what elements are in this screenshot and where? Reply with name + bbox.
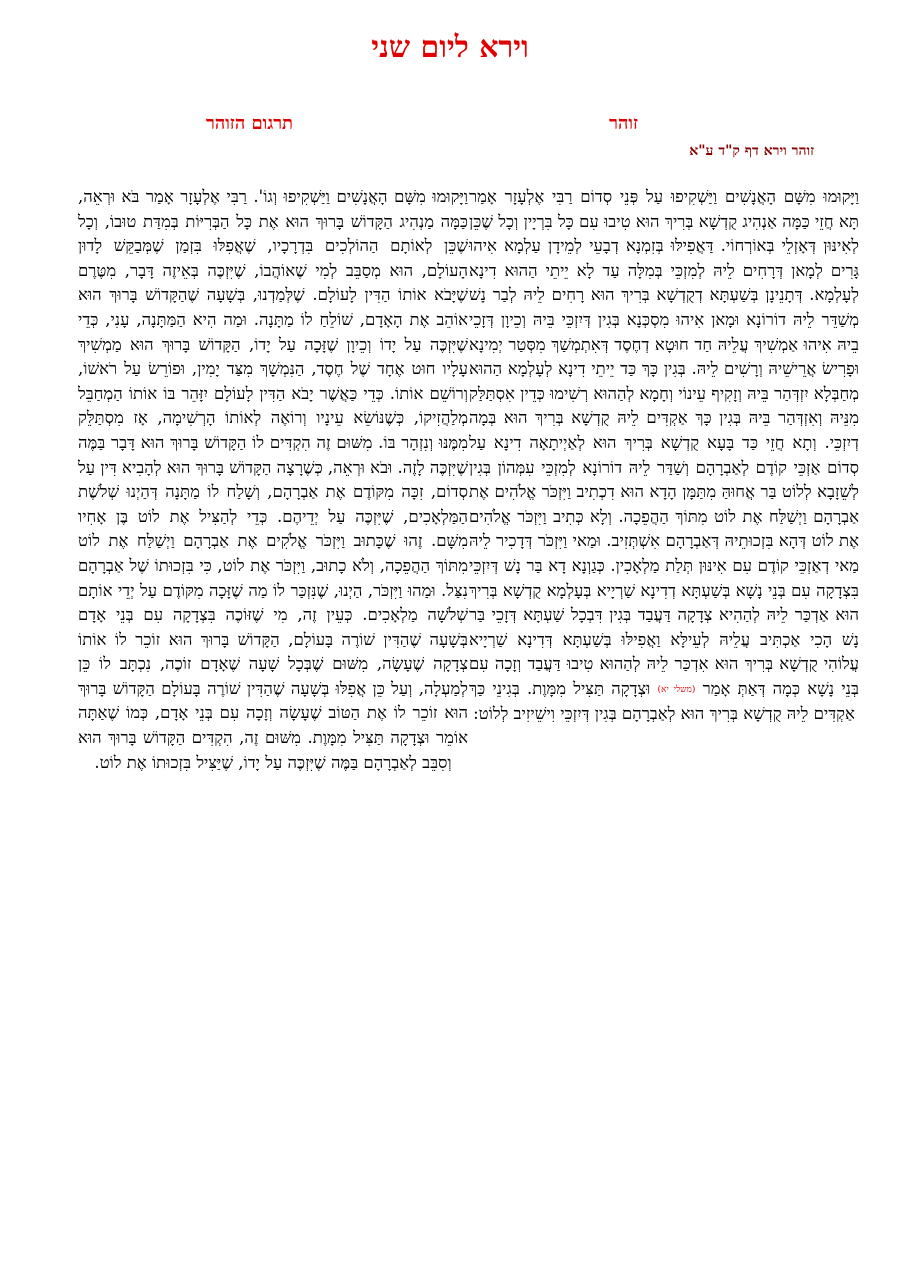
translation-paragraph: וַיָּקוּמוּ מִשָּׁם הָאֲנָשִׁים וַיַּשְׁקִיפוּ וְגוֹ'. רַבִּי אֶלְעָזָר אָמַר בֹּא וּרְאֵה, כַּמָּה מַנְהִיג הַקָּדוֹשׁ בָּרוּךְ הוּא אֶת כָּל הַבְּרִיּוֹת בְּמִדַּת טוּבוֹ, וְכָל שֶׁכֵּן לְאוֹתָם הַהוֹלְכִים בִּדְרָכָיו, שֶׁאֲפִלּוּ בִּזְמַן שֶׁמְּבַקֵּשׁ לָדוּן הָעוֹלָם, הוּא מְסַבֵּב לְמִי שֶׁאוֹהֲבוֹ, שֶׁיִּזְכֶּה בְּאֵיזֶה דָּבָר, מִטֶּרֶם שֶׁיָּבֹא אוֹתוֹ הַדִּין לָעוֹלָם. שֶׁלְּמַדְנוּ, בְּשָׁעָה שֶׁהַקָּדוֹשׁ בָּרוּךְ הוּא אוֹהֵב אֶת הָאָדָם, שׁוֹלֵחַ לוֹ מַתָּנָה. וּמַה הִיא הַמַּתָּנָה, עָנִי, כְּדֵי שֶׁיִּזְכֶּה עַל יָדוֹ וְכֵיוָן שֶׁזָּכָה עַל יָדוֹ, הַקָּדוֹשׁ בָּרוּךְ הוּא מַמְשִׁיךְ עָלָיו חוּט אֶחָד שֶׁל חֶסֶד, הַנִּמְשָׁךְ מִצַּד יָמִין, וּפוֹרֵשׂ עַל רֹאשׁוֹ, וְרוֹשֵׁם אוֹתוֹ. כְּדֵי כַּאֲשֶׁר יָבֹא הַדִּין לָעוֹלָם יִזָּהֵר בּוֹ אוֹתוֹ הַמְחַבֵּל מְלַהֲזִיקוֹ, כְּשֶׁנּוֹשֵׂא עֵינָיו וְרוֹאֶה לְאוֹתוֹ הָרְשִׁימָה, אָז מִסְתַּלֵּק מִמֶּנּוּ וְנִזְהָר בּוֹ. מִשּׁוּם זֶה הִקְדִּים לוֹ הַקָּדוֹשׁ בָּרוּךְ הוּא דָּבָר בַּמֶּה שֶׁיִּזְכֶּה לָזֶה. וּבֹא וּרְאֵה, כְּשֶׁרָצָה הַקָּדוֹשׁ בָּרוּךְ הוּא לְהָבִיא דִּין עַל סְדוֹם, זִכָּה מִקּוֹדֶם אֶת אַבְרָהָם, וְשָׁלַח לוֹ מַתָּנָה דְּהַיְנוּ שְׁלֹשֶׁת הַמַּלְאָכִים, שֶׁיִּזְכֶּה עַל יְדֵיהֶם. כְּדֵי לְהַצִּיל אֶת לוֹט בֶּן אָחִיו מִשָּׁם. זֶהוּ שֶׁכָּתוּב וַיִּזְכֹּר אֱלֹקִים אֶת אַבְרָהָם וַיְשַׁלַּח אֶת לוֹט מִתּוֹךְ הַהֲפֵכָה, וְלֹא כָתוּב, וַיִּזְכֹּר אֶת לוֹט, כִּי בִּזְכוּתוֹ שֶׁל אַבְרָהָם נִצַּל. וּמַהוּ וַיִּזְכֹּר, הַיְנוּ, שֶׁנִּזְכַּר לוֹ מַה שֶׁזָּכָה מִקּוֹדֶם עַל יְדֵי אוֹתָם שְׁלֹשָׁה מַלְאָכִים. כְּעֵין זֶה, מִי שֶׁזּוֹכֶה בִּצְדָקָה עִם בְּנֵי אָדָם בְּשָׁעָה שֶׁהַדִּין שׁוֹרֶה בָּעוֹלָם, הַקָּדוֹשׁ בָּרוּךְ הוּא זוֹכֵר לוֹ אוֹתוֹ צְדָקָה שֶׁעָשָׂה, מִשּׁוּם שֶׁבְּכָל שָׁעָה שֶׁאָדָם זוֹכֶה, נִכְתָּב לוֹ כֵּן לְמַעְלָה, וְעַל כֵּן אֲפִלּוּ בְּשָׁעָה שֶׁהַדִּין שׁוֹרֶה בָּעוֹלָם הַקָּדוֹשׁ בָּרוּךְ הוּא זוֹכֵר לוֹ אֶת הַטּוֹב שֶׁעָשָׂה וְזָכָה עִם בְּנֵי אָדָם, כְּמוֹ שֶׁאַתָּה אוֹמֵר וּצְדָקָה תַּצִּיל מִמָּוֶת. מִשּׁוּם זֶה, הִקְדִּים הַקָּדוֹשׁ בָּרוּךְ הוּא וְסִבֵּב לְאַבְרָהָם בַּמֶּה שֶׁיִּזְכֶּה עַל יָדוֹ, שֶׁיַּצִּיל בִּזְכוּתוֹ אֶת לוֹט. (78, 187, 468, 772)
zohar-heading: זוהר (609, 113, 638, 134)
translation-heading: תרגום הזוהר (206, 113, 294, 134)
source-reference: זוהר וירא דף ק"ד ע"א (689, 143, 814, 159)
page-title: וירא ליום שני (371, 30, 529, 65)
verse-citation: (משלי יא) (657, 684, 696, 695)
zohar-text-part-2: וּצְדָקָה תַּצִּיל מִמָּוֶת. בְּגִינֵי כַּךְ אַקְדִּים לֵיהּ קֻדְשָׁא בְּרִיךְ הוּא לְאַבְרָהָם בְּגִין דְּיִזְכֵּי וִישֵׁיזִיב לְלוֹט: (469, 678, 855, 724)
zohar-text-column (469, 185, 859, 727)
zohar-text-part-1: וַיָּקוּמוּ מִשָּׁם הָאֲנָשִׁים וַיַּשְׁקִיפוּ עַל פְּנֵי סְדוֹם רַבִּי אֶלְעָזָר אָמַר תָּא חֲזֵי כַּמָּה אַנְהִיג קֻדְשָׁא בְּרִיךְ הוּא טִיבוּ עִם כָּל בִּרְיָין וְכָל שֶׁכֵּן לְאִינּוּן דְּאָזְלֵי בְּאוֹרְחוֹי. דַּאֲפִילּוּ בְּזִמְנָא דְבָעֵי לְמֵידָן עַלְמָא אִיהוּ גָּרִים לְמָאן דְּרָחִים לֵיהּ לְמִזְכֵּי בְּמִלָּה עַד לָא יֵיתֵי הַהוּא דִינָא לְעָלְמָא. דְּתָנֵינָן בְּשַׁעְתָּא דְקֻדְשָׁא בְּרִיךְ הוּא רָחִים לֵיהּ לְבַר נָשׁ מְשַׁדֵּר לֵיהּ דוֹרוֹנָא וּמָאן אִיהוּ מִסְכְּנָא בְּגִין דְּיִזְכֵּי בֵּיהּ וְכֵיוָן דְּזָכֵי בֵיהּ אִיהוּ אַמְשִׁיךְ עֲלֵיהּ חַד חוּטָא דְחֶסֶד דְּאִתְמְשַׁךְ מִסְּטַר יְמִינָא וּפָרִישׂ אֲרֵישֵׁיהּ וְרָשִׁים לֵיהּ. בְּגִין כָּךְ כַּד יֵיתֵי דִינָא לְעָלְמָא הַהוּא מְחַבְּלָא יִזְדְּהַר בֵּיהּ וְזָקִיף עֵינוֹי וְחָמָא לְהַהוּא רְשִׁימוּ כְּדֵין אִסְתַּלַּק מִנֵּיהּ וְאִזְדְּהַר בֵּיהּ בְּגִין כָּךְ אַקְדִּים לֵיהּ קֻדְשָׁא בְּרִיךְ הוּא בְּמָה דְיִזְכֵּי. וְתָא חֲזֵי כַּד בָּעָא קֻדְשָׁא בְּרִיךְ הוּא לְאַיְיתָאָה דִינָא עַל סְדוֹם אַזְכֵּי קוֹדֶם לְאַבְרָהָם וְשַׁדַּר לֵיהּ דוֹרוֹנָא לְמִזְכֵּי עִמְּהוֹן בְּגִין לְשֵׁזָבָא לְלוֹט בַּר אֲחוּהַּ מִתַּמָּן הָדָא הוּא דִכְתִיב וַיִּזְכֹּר אֱלֹהִים אֶת אַבְרָהָם וַיְשַׁלַּח אֶת לוֹט מִתּוֹךְ הַהֲפֵכָה. וְלָא כְּתִיב וַיִּזְכֹּר אֱלֹהִים אֶת לוֹט דְּהָא בִּזְכוּתֵיהּ דְּאַבְרָהָם אִשְׁתְּזִיב. וּמַאי וַיִּזְכֹּר דְּדָכִיר לֵיהּ מַאי דְאַזְכֵּי קוֹדֶם עִם אִינּוּן תְּלַת מַלְאָכִין. כְּגַוְנָא דָא בַּר נָשׁ דְּיִזְכֵּי בִּצְדָקָה עִם בְּנֵי נָשָׁא בְּשַׁעְתָּא דְדִינָא שַׁרְיָיא בְּעָלְמָא קֻדְשָׁא בְּרִיךְ הוּא אַדְכַּר לֵיהּ לְהַהִיא צְדָקָה דַּעֲבַד בְּגִין דִּבְכָל שַׁעְתָּא דְּזָכֵי בַּר נָשׁ הָכִי אַכְתִּיב עֲלֵיהּ לְעֵילָּא וַאֲפִילּוּ בְּשַׁעְתָּא דְּדִינָא שַׁרְיָיא עֲלוֹהִי קֻדְשָׁא בְּרִיךְ הוּא אִדְכַּר לֵיהּ לְהַהוּא טִיבוּ דַּעֲבַד וְזָכָה עִם בְּנֵי נָשָׁא כְּמָה דְּאַתְּ אָמַר (469, 187, 859, 698)
zohar-paragraph (469, 185, 859, 727)
translation-text-column (78, 185, 468, 775)
